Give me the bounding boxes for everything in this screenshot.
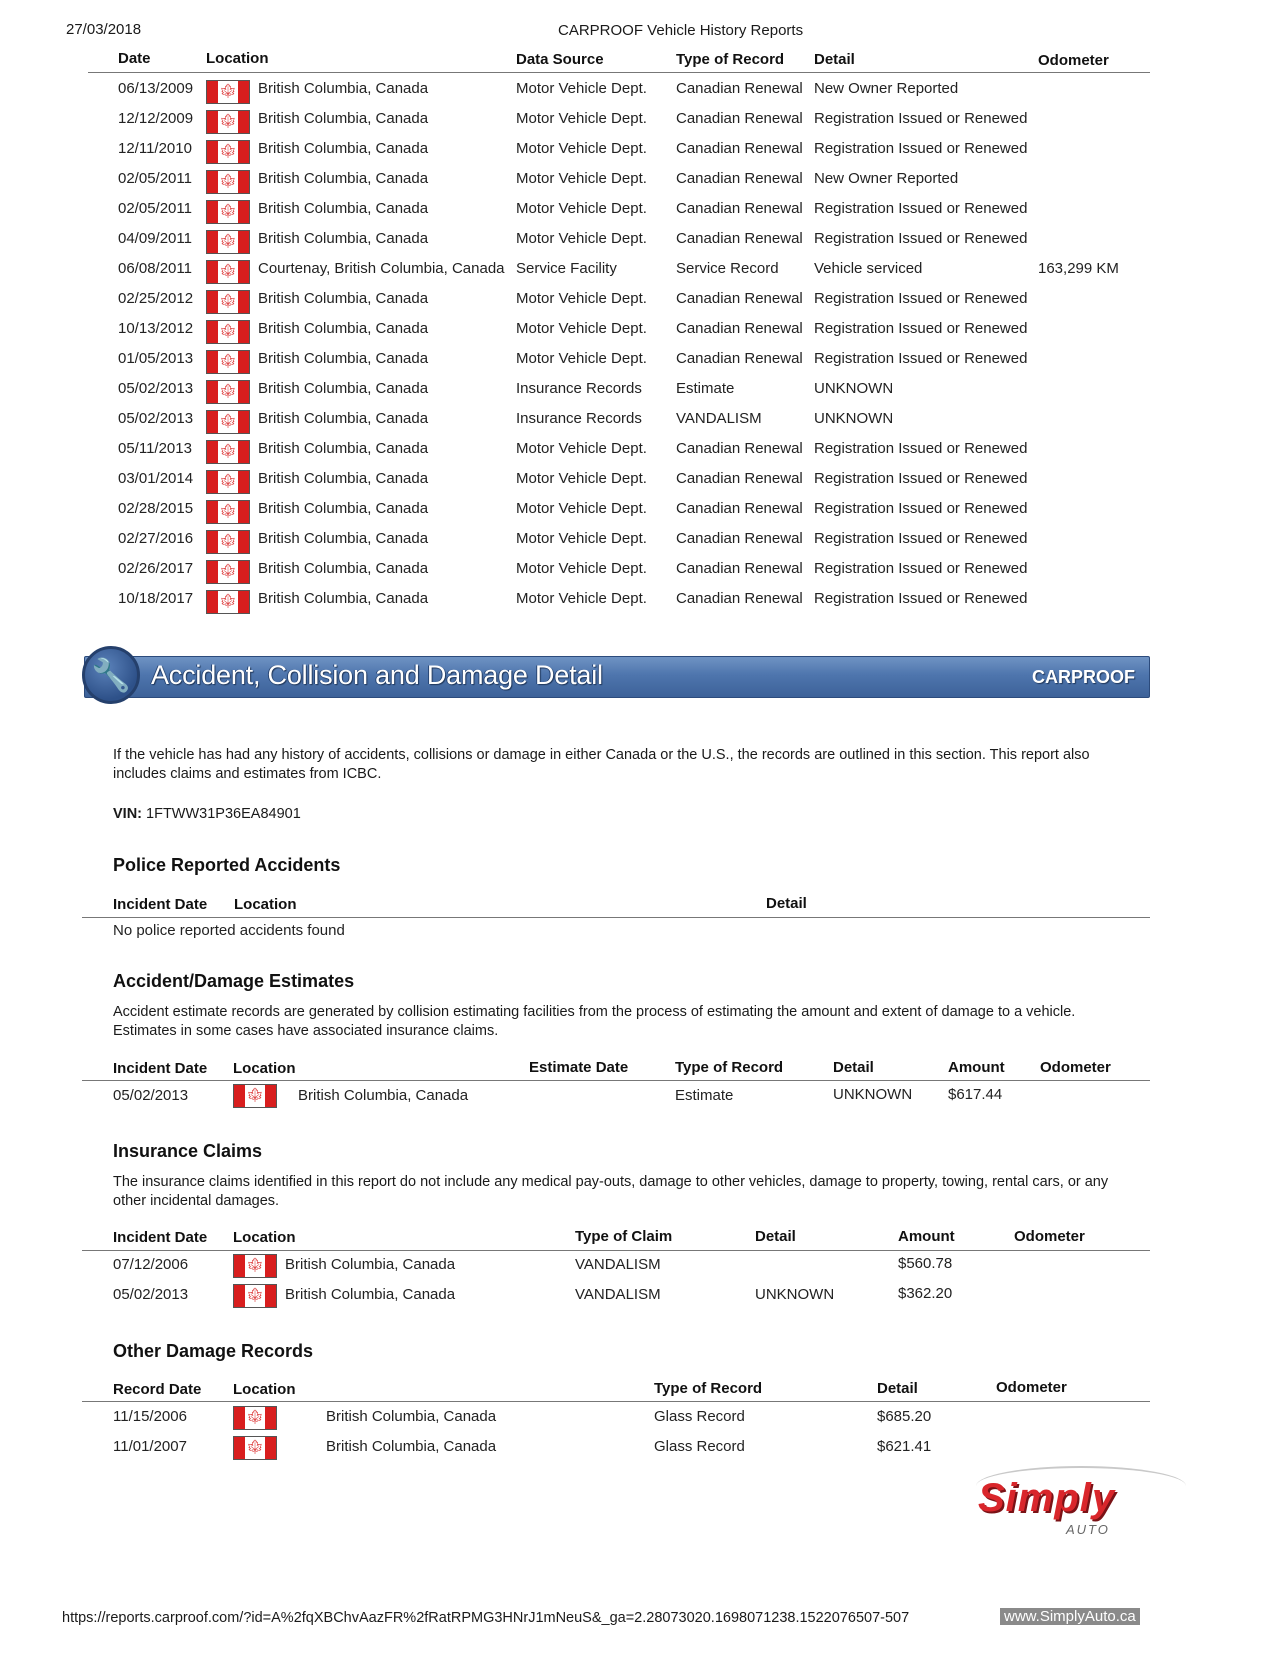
row-location: British Columbia, Canada — [258, 320, 429, 337]
row-data-source: Motor Vehicle Dept. — [516, 350, 647, 367]
row-detail: UNKNOWN — [814, 410, 894, 427]
row-location: British Columbia, Canada — [258, 500, 429, 517]
row-data-source: Motor Vehicle Dept. — [516, 170, 647, 187]
row-detail: Registration Issued or Renewed — [814, 470, 1028, 487]
estimates-col-odometer: Odometer — [1040, 1059, 1111, 1076]
row-location: British Columbia, Canada — [258, 140, 429, 157]
row-date: 02/28/2015 — [118, 500, 194, 517]
row-date: 12/11/2010 — [118, 140, 192, 157]
history-row — [0, 284, 1270, 314]
claim-amount: $560.78 — [898, 1255, 953, 1272]
other-col-detail: Detail — [877, 1380, 918, 1397]
row-type: Canadian Renewal — [676, 200, 803, 217]
row-location: British Columbia, Canada — [258, 230, 429, 247]
claims-header-rule — [82, 1250, 1150, 1251]
canada-flag-icon: 🍁︎ — [206, 137, 250, 167]
claim-amount: $362.20 — [898, 1285, 953, 1302]
row-location: British Columbia, Canada — [258, 590, 429, 607]
row-date: 02/26/2017 — [118, 560, 194, 577]
wrench-icon: 🔧 — [82, 646, 140, 704]
col-data-source: Data Source — [516, 51, 604, 68]
row-data-source: Insurance Records — [516, 380, 642, 397]
row-location: British Columbia, Canada — [258, 530, 429, 547]
row-data-source: Motor Vehicle Dept. — [516, 530, 647, 547]
report-date: 27/03/2018 — [66, 21, 142, 38]
canada-flag-icon: 🍁︎ — [206, 317, 250, 347]
row-type: Canadian Renewal — [676, 170, 803, 187]
canada-flag-icon: 🍁︎ — [206, 527, 250, 557]
row-date: 04/09/2011 — [118, 230, 192, 247]
row-data-source: Motor Vehicle Dept. — [516, 560, 647, 577]
other-col-type-of-record: Type of Record — [654, 1380, 763, 1397]
history-row — [0, 254, 1270, 284]
estimates-col-detail: Detail — [833, 1059, 874, 1076]
section-intro: If the vehicle has had any history of accidents, collisions or damage in either Canada or the U.S., the records are outlined in this section. This report also includes claims and estimates from ICBC. — [113, 747, 1090, 782]
other-date: 11/15/2006 — [113, 1408, 187, 1425]
history-row — [0, 404, 1270, 434]
history-row — [0, 554, 1270, 584]
section-title: Accident, Collision and Damage Detail — [151, 660, 603, 690]
row-location: British Columbia, Canada — [258, 380, 429, 397]
history-row — [0, 194, 1270, 224]
canada-flag-icon: 🍁︎ — [206, 437, 250, 467]
row-date: 03/01/2014 — [118, 470, 194, 487]
other-type: Glass Record — [654, 1408, 745, 1425]
row-data-source: Motor Vehicle Dept. — [516, 470, 647, 487]
row-data-source: Motor Vehicle Dept. — [516, 80, 647, 97]
history-header-rule — [88, 72, 1150, 73]
estimates-col-location: Location — [233, 1060, 296, 1077]
row-detail: Registration Issued or Renewed — [814, 200, 1028, 217]
row-type: Canadian Renewal — [676, 590, 803, 607]
claims-col-incident-date: Incident Date — [113, 1229, 208, 1246]
canada-flag-icon: 🍁︎ — [206, 77, 250, 107]
other-col-location: Location — [233, 1381, 296, 1398]
canada-flag-icon: 🍁︎ — [233, 1084, 277, 1108]
canada-flag-icon: 🍁︎ — [206, 377, 250, 407]
row-type: VANDALISM — [676, 410, 762, 427]
other-col-record-date: Record Date — [113, 1381, 202, 1398]
history-row — [0, 224, 1270, 254]
row-data-source: Motor Vehicle Dept. — [516, 200, 647, 217]
history-row — [0, 314, 1270, 344]
row-date: 05/02/2013 — [118, 380, 194, 397]
row-detail: UNKNOWN — [814, 380, 894, 397]
row-detail: Registration Issued or Renewed — [814, 560, 1028, 577]
simply-auto-logo — [966, 1466, 1196, 1576]
other-detail: $621.41 — [877, 1438, 932, 1455]
logo-sub: AUTO — [1066, 1522, 1110, 1537]
canada-flag-icon: 🍁︎ — [206, 167, 250, 197]
row-detail: New Owner Reported — [814, 170, 959, 187]
canada-flag-icon: 🍁︎ — [206, 197, 250, 227]
row-odometer: 163,299 KM — [1038, 260, 1119, 277]
row-date: 12/12/2009 — [118, 110, 194, 127]
row-location: British Columbia, Canada — [258, 110, 429, 127]
claims-description: The insurance claims identified in this report do not include any medical pay-outs, damage to other vehicles, damage to property, towing, rental cars, or any other incidental damages. — [113, 1174, 1109, 1209]
history-row — [0, 344, 1270, 374]
history-row — [0, 524, 1270, 554]
canada-flag-icon: 🍁︎ — [206, 497, 250, 527]
watermark-url: www.SimplyAuto.ca — [1000, 1608, 1140, 1625]
row-type: Canadian Renewal — [676, 290, 803, 307]
other-header-rule — [82, 1401, 1150, 1402]
claims-col-detail: Detail — [755, 1228, 796, 1245]
other-col-odometer: Odometer — [996, 1379, 1067, 1396]
canada-flag-icon: 🍁︎ — [206, 407, 250, 437]
row-location: British Columbia, Canada — [258, 80, 429, 97]
estimates-col-incident-date: Incident Date — [113, 1060, 208, 1077]
canada-flag-icon: 🍁︎ — [233, 1406, 277, 1430]
canada-flag-icon: 🍁︎ — [206, 467, 250, 497]
row-data-source: Motor Vehicle Dept. — [516, 290, 647, 307]
estimates-col-amount: Amount — [948, 1059, 1005, 1076]
row-date: 01/05/2013 — [118, 350, 194, 367]
canada-flag-icon: 🍁︎ — [206, 257, 250, 287]
claims-col-odometer: Odometer — [1014, 1228, 1085, 1245]
claim-date: 07/12/2006 — [113, 1256, 189, 1273]
row-location: British Columbia, Canada — [258, 440, 429, 457]
vin-label: VIN: — [113, 806, 142, 822]
row-detail: Registration Issued or Renewed — [814, 290, 1028, 307]
police-heading: Police Reported Accidents — [113, 855, 341, 875]
row-detail: Registration Issued or Renewed — [814, 530, 1028, 547]
row-type: Canadian Renewal — [676, 500, 803, 517]
row-location: British Columbia, Canada — [258, 410, 429, 427]
other-location: British Columbia, Canada — [326, 1438, 497, 1455]
row-date: 10/13/2012 — [118, 320, 194, 337]
row-data-source: Motor Vehicle Dept. — [516, 230, 647, 247]
row-type: Estimate — [676, 380, 735, 397]
claims-col-location: Location — [233, 1229, 296, 1246]
row-detail: Registration Issued or Renewed — [814, 110, 1028, 127]
police-col-detail: Detail — [766, 895, 807, 912]
vin-value: 1FTWW31P36EA84901 — [146, 806, 301, 822]
row-location: British Columbia, Canada — [258, 560, 429, 577]
row-type: Canadian Renewal — [676, 530, 803, 547]
canada-flag-icon: 🍁︎ — [206, 557, 250, 587]
row-detail: New Owner Reported — [814, 80, 959, 97]
row-detail: Registration Issued or Renewed — [814, 590, 1028, 607]
col-location: Location — [206, 50, 269, 67]
row-date: 02/05/2011 — [118, 170, 192, 187]
col-type-of-record: Type of Record — [676, 51, 785, 68]
footer-url[interactable]: https://reports.carproof.com/?id=A%2fqXBChvAazFR%2fRatRPMG3HNrJ1mNeuS&_ga=2.28073020.1698071238.1522076507-507 — [62, 1610, 910, 1626]
canada-flag-icon: 🍁︎ — [206, 107, 250, 137]
row-detail: Registration Issued or Renewed — [814, 230, 1028, 247]
estimates-col-estimate-date: Estimate Date — [529, 1059, 629, 1076]
history-row — [0, 104, 1270, 134]
estimates-header-rule — [82, 1080, 1150, 1081]
row-type: Canadian Renewal — [676, 350, 803, 367]
estimate-amount: $617.44 — [948, 1086, 1003, 1103]
row-date: 02/25/2012 — [118, 290, 194, 307]
claims-col-amount: Amount — [898, 1228, 955, 1245]
row-detail: Registration Issued or Renewed — [814, 440, 1028, 457]
estimate-location: British Columbia, Canada — [298, 1087, 469, 1104]
row-date: 02/27/2016 — [118, 530, 194, 547]
row-detail: Registration Issued or Renewed — [814, 350, 1028, 367]
history-row — [0, 464, 1270, 494]
row-type: Canadian Renewal — [676, 470, 803, 487]
canada-flag-icon: 🍁︎ — [233, 1254, 277, 1278]
row-data-source: Motor Vehicle Dept. — [516, 110, 647, 127]
row-data-source: Motor Vehicle Dept. — [516, 440, 647, 457]
row-date: 10/18/2017 — [118, 590, 194, 607]
row-data-source: Motor Vehicle Dept. — [516, 500, 647, 517]
row-data-source: Insurance Records — [516, 410, 642, 427]
report-title: CARPROOF Vehicle History Reports — [558, 22, 804, 39]
police-col-location: Location — [234, 896, 297, 913]
row-location: Courtenay, British Columbia, Canada — [258, 260, 505, 277]
history-row — [0, 584, 1270, 614]
row-type: Canadian Renewal — [676, 80, 803, 97]
row-location: British Columbia, Canada — [258, 350, 429, 367]
col-date: Date — [118, 50, 151, 67]
row-detail: Registration Issued or Renewed — [814, 320, 1028, 337]
row-date: 06/13/2009 — [118, 80, 194, 97]
row-type: Service Record — [676, 260, 779, 277]
history-row — [0, 494, 1270, 524]
claim-date: 05/02/2013 — [113, 1286, 189, 1303]
other-heading: Other Damage Records — [113, 1341, 314, 1361]
estimates-heading: Accident/Damage Estimates — [113, 971, 355, 991]
police-col-incident-date: Incident Date — [113, 896, 208, 913]
logo-brand: Simply — [978, 1476, 1116, 1520]
history-row — [0, 74, 1270, 104]
row-type: Canadian Renewal — [676, 230, 803, 247]
row-data-source: Motor Vehicle Dept. — [516, 590, 647, 607]
col-detail: Detail — [814, 51, 855, 68]
row-detail: Vehicle serviced — [814, 260, 923, 277]
police-empty-message: No police reported accidents found — [113, 922, 345, 939]
row-date: 02/05/2011 — [118, 200, 192, 217]
row-detail: Registration Issued or Renewed — [814, 140, 1028, 157]
row-data-source: Service Facility — [516, 260, 617, 277]
estimates-col-type-of-record: Type of Record — [675, 1059, 784, 1076]
row-type: Canadian Renewal — [676, 110, 803, 127]
other-location: British Columbia, Canada — [326, 1408, 497, 1425]
row-location: British Columbia, Canada — [258, 170, 429, 187]
estimate-type: Estimate — [675, 1087, 734, 1104]
other-detail: $685.20 — [877, 1408, 932, 1425]
canada-flag-icon: 🍁︎ — [206, 587, 250, 617]
row-type: Canadian Renewal — [676, 140, 803, 157]
history-row — [0, 374, 1270, 404]
estimate-date: 05/02/2013 — [113, 1087, 189, 1104]
claim-type: VANDALISM — [575, 1286, 661, 1303]
row-type: Canadian Renewal — [676, 560, 803, 577]
row-location: British Columbia, Canada — [258, 470, 429, 487]
row-detail: Registration Issued or Renewed — [814, 500, 1028, 517]
row-location: British Columbia, Canada — [258, 200, 429, 217]
other-type: Glass Record — [654, 1438, 745, 1455]
canada-flag-icon: 🍁︎ — [206, 227, 250, 257]
row-data-source: Motor Vehicle Dept. — [516, 320, 647, 337]
police-header-rule — [82, 917, 1150, 918]
history-row — [0, 134, 1270, 164]
claim-location: British Columbia, Canada — [285, 1286, 456, 1303]
vin-line — [113, 806, 301, 822]
canada-flag-icon: 🍁︎ — [233, 1284, 277, 1308]
canada-flag-icon: 🍁︎ — [206, 287, 250, 317]
row-type: Canadian Renewal — [676, 440, 803, 457]
claim-type: VANDALISM — [575, 1256, 661, 1273]
estimates-description: Accident estimate records are generated by collision estimating facilities from the process of estimating the amount and extent of damage to a vehicle. Estimates in some cases have associated insurance claims. — [113, 1004, 1076, 1039]
claim-detail: UNKNOWN — [755, 1286, 835, 1303]
col-odometer: Odometer — [1038, 52, 1109, 69]
row-data-source: Motor Vehicle Dept. — [516, 140, 647, 157]
history-row — [0, 434, 1270, 464]
claims-col-type-of-claim: Type of Claim — [575, 1228, 673, 1245]
carproof-brand: CARPROOF — [1032, 667, 1135, 687]
canada-flag-icon: 🍁︎ — [206, 347, 250, 377]
estimate-detail: UNKNOWN — [833, 1086, 913, 1103]
section-banner — [84, 656, 1150, 698]
row-type: Canadian Renewal — [676, 320, 803, 337]
other-date: 11/01/2007 — [113, 1438, 187, 1455]
row-location: British Columbia, Canada — [258, 290, 429, 307]
claims-heading: Insurance Claims — [113, 1141, 263, 1161]
claim-location: British Columbia, Canada — [285, 1256, 456, 1273]
history-row — [0, 164, 1270, 194]
row-date: 05/02/2013 — [118, 410, 194, 427]
canada-flag-icon: 🍁︎ — [233, 1436, 277, 1460]
row-date: 06/08/2011 — [118, 260, 192, 277]
row-date: 05/11/2013 — [118, 440, 192, 457]
